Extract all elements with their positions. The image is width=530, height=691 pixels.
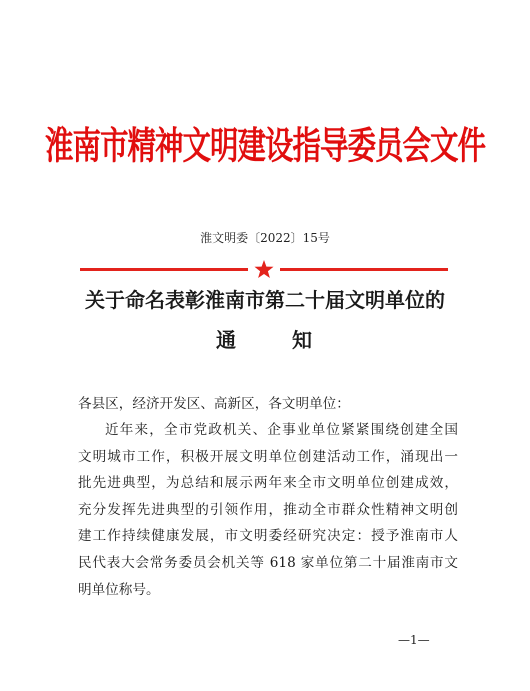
paragraph-line: 明单位称号。	[78, 581, 160, 598]
paragraph-line: 建工作持续健康发展，市文明委经研究决定：授予淮南市人	[78, 528, 458, 545]
divider-line-left	[80, 268, 248, 271]
star-icon	[255, 260, 274, 278]
page-number: —1—	[398, 633, 430, 647]
document-number: 淮文明委〔2022〕15号	[200, 231, 330, 245]
issuer-header: 淮南市精神文明建设指导委员会文件	[44, 124, 485, 168]
body-paragraph	[78, 417, 458, 603]
document-title: 关于命名表彰淮南市第二十届文明单位的	[85, 288, 445, 312]
divider-line-right	[280, 268, 448, 271]
notice-char-2: 知	[292, 328, 312, 352]
paragraph-line: 民代表大会常务委员会机关等 618 家单位第二十届淮南市文	[78, 554, 458, 571]
paragraph-line: 文明城市工作，积极开展文明单位创建活动工作，涌现出一	[78, 448, 458, 465]
paragraph-line: 充分发挥先进典型的引领作用，推动全市群众性精神文明创	[78, 501, 458, 518]
paragraph-line: 近年来，全市党政机关、企事业单位紧紧围绕创建全国	[105, 422, 458, 438]
notice-char-1: 通	[216, 328, 236, 352]
red-divider	[80, 259, 448, 279]
salutation: 各县区，经济开发区、高新区，各文明单位：	[78, 396, 350, 412]
paragraph-line: 批先进典型，为总结和展示两年来全市文明单位创建成效，	[78, 475, 458, 492]
